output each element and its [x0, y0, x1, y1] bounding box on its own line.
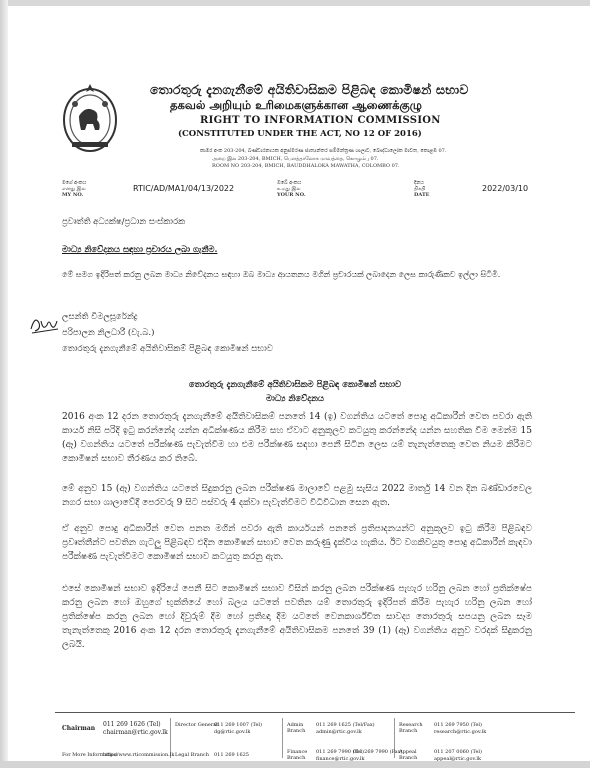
- footer-appeal-label: Appeal Branch: [399, 749, 418, 761]
- address-sinhala: කාමර අංක 203-204, බණ්ඩාරනායක අනුස්මරණ ජාත්‍යන්තර සම්මන්ත්‍රණ ශාලාව, බෞද්ධාලෝක මාවත, කොළඹ 07.: [200, 148, 447, 154]
- request-paragraph: මේ සමග ඉදිරිපත් කරනු ලබන මාධ්‍ය නිවේදනය සඳහා ඔබ මාධ්‍ය ආයතනය මගින් ප්‍රචාරයක් ලබාදෙන ලෙස කාරුණිකව ඉල්ලා සිටිමි.: [62, 270, 501, 279]
- date-label: [414, 180, 429, 198]
- addressee: ප්‍රවෘත්ති අධ්‍යක්ෂ/ප්‍රධාන සංස්කාරක: [62, 217, 186, 227]
- footer-separator: [282, 718, 283, 758]
- footer-director-tel: 011 269 1007 (Tel): [214, 722, 262, 728]
- footer-research-label: Research Branch: [399, 722, 423, 734]
- letter-date: 2022/03/10: [482, 184, 529, 193]
- footer-appeal-email: appeal@rtic.gov.lk: [434, 756, 481, 762]
- scan-edge-top: [0, 0, 590, 6]
- my-no-label-si: මගේ අංකය: [62, 180, 87, 186]
- footer-chairman-tel: 011 269 1626 (Tel): [103, 721, 161, 728]
- emblem-icon: [57, 76, 123, 158]
- footer-chairman-label: Chairman: [62, 725, 96, 732]
- footer-info-label: For More Information: [62, 752, 118, 758]
- release-paragraph-4: එසේ කොමිෂන් සභාව ඉදිරියේ පෙනී සිට කොමිෂන් සභාව විසින් කරනු ලබන පරීක්ෂණ පැහැර හරිනු ලබන හෝ ප්‍රතික්ෂේප කරනු ලබන හෝ ඔහුගේ භුක්තියේ හෝ බලය යටතේ පවතින යම් තොරතුරු ඉදිරිපත් කිරීම පැහැර හරිනු ලබන හෝ ප්‍රතික්ෂේප කරනු ලබන හෝ දිවුරුම් දීම හෝ ප්‍රතිඥා දීම යටතේ වෙනකාර්ශ්චිත සාවද්‍ය තොරතුරු සපයනු ලබන සෑම තැනැත්තෙකු 2016 අංක 12 දරන තොරතුරු දැනගැනීමේ අයිතිවාසිකම පනතේ 39 (1) (ඈ) වගන්තිය අනුව වරදක් සිදුකරනු ලබයි.: [62, 584, 532, 650]
- footer-divider: [55, 712, 575, 713]
- footer-admin-email: admin@rtic.gov.lk: [316, 729, 362, 735]
- footer-research-tel: 011 269 7950 (Tel): [434, 722, 482, 728]
- my-no-label-en: MY NO.: [62, 192, 84, 198]
- footer-director-label: Director General: [175, 722, 218, 728]
- address-tamil: அறை இல 203-204, BMICH, பௌத்தாலோக மாவத்தை, கொழும்பு 07.: [212, 156, 379, 162]
- date-label-ta: திகதி: [414, 186, 426, 192]
- footer-legal-tel: 011 269 1625: [214, 752, 249, 758]
- release-subheading: මාධ්‍ය නිවේදනය: [266, 394, 324, 404]
- footer-finance-fax: 011 269 7990 (Fax): [353, 749, 403, 755]
- footer-director-email: dg@rtic.gov.lk: [214, 729, 251, 735]
- release-heading: තොරතුරු දැනගැනීමේ අයිතිවාසිකම පිළිබඳ කොමිෂන් සභාව: [188, 380, 402, 390]
- footer-finance-label: Finance Branch: [287, 749, 308, 761]
- footer-admin-tel: 011 269 1625 (Tel/Fax): [316, 722, 375, 728]
- release-paragraph-3: ඒ අනුව පොදු අධිකාරීන් වෙත පනත මගින් පවරා ඇති කාර්යයන් පනතේ ප්‍රතිපාදනයන්ට අනුකූලව ඉටු කිරීම පිළිබඳව ප්‍රවෘත්තීන්ට පවතින ගැටලු පිළිබඳව එදින කොමිෂන් සභාව වෙත කරුණු දැක්විය හැකිය. ඊට වගකිවයුතු පොදු අධිකාරීන් කැඳවා පරීක්ෂණ පැවැත්වීමට කොමිෂන් සභාව කටයුතු කරනු ඇත.: [62, 524, 532, 562]
- date-label-en: DATE: [414, 192, 430, 198]
- scan-edge-bottom: [0, 761, 590, 768]
- signature-icon: [28, 309, 64, 337]
- my-no-label-ta: எனது இல: [62, 186, 86, 192]
- footer-website-link[interactable]: http://www.rticommission.lk: [103, 752, 175, 758]
- org-name-english: RIGHT TO INFORMATION COMMISSION: [200, 115, 441, 126]
- your-no-label: [277, 180, 306, 198]
- footer-finance-tel: 011 269 7990 (Tel): [316, 749, 364, 755]
- your-no-label-en: YOUR NO.: [277, 192, 306, 198]
- your-no-label-ta: உமது இல: [277, 186, 301, 192]
- signatory-organization: තොරතුරු දැනගැනීමේ අයිතිවාසිකම් පිළිබඳ කොමිෂන් සභාව: [62, 344, 273, 354]
- footer-chairman-email: chairman@rtic.gov.lk: [103, 729, 168, 736]
- date-label-si: දිනය: [414, 180, 424, 186]
- footer-finance-email: finance@rtic.gov.lk: [316, 756, 365, 762]
- footer-appeal-tel: 011 207 0060 (Tel): [434, 749, 482, 755]
- signatory-title: පරිපාලන නිලධාරී (වැ.බ.): [62, 328, 155, 338]
- footer-research-email: research@rtic.gov.lk: [434, 729, 487, 735]
- release-paragraph-1: 2016 අංක 12 දරන තොරතුරු දැනගැනීමේ අයිතිවාසිකම් පනතේ 14 (ඉ) වගන්තිය යටතේ පොදු අධිකාරීන් වෙත පවරා ඇති කාර්ය නිසි පරිදි ඉටු කරන්නේද යන්න අධීක්ෂණය කිරීම සහ ඒවාට අනුකූලව කටයුතු කරන්නේද යන්න සහතික වීම මෙන්ම 15 (ඈ) වගන්තිය යටතේ පරීක්ෂණ පැවැත්වීම හා එම පරීක්ෂණ සඳහා පෙනී සිටින ලෙස යම් තැනැත්තෙකු වෙත නියම කිරීමට කොමිෂන් සභාව තීරණය කර තිබේ.: [62, 412, 532, 464]
- signatory-name: ලසන්ති විමලසූරේන්ද්‍ර: [62, 312, 138, 322]
- footer-admin-label: Admin Branch: [287, 722, 306, 734]
- your-no-label-si: ඔබේ අංකය: [277, 180, 302, 186]
- constitution-note: (CONSTITUTED UNDER THE ACT, NO 12 OF 2016): [178, 129, 422, 139]
- footer-legal-label: Legal Branch: [175, 752, 209, 758]
- my-reference-number: RTIC/AD/MA1/04/13/2022: [133, 184, 235, 193]
- release-paragraph-2: මේ අනුව 15 (ඈ) වගන්තිය යටතේ සිදුකරනු ලබන පරීක්ෂණ මාලාවේ පළමු සැසිය 2022 මාර්තු 14 වන දින බණ්ඩාරවෙල නගර සභා ශාලාවේදී පෙරවරු 9 සිට පස්වරු 4 දක්වා පැවැත්වීමට විධිවිධාන සෙන ඇත.: [62, 484, 532, 508]
- org-name-tamil: தகவல் அறியும் உரிமைகளுக்கான ஆணைக்குழு: [170, 98, 422, 112]
- subject-line: මාධ්‍ය නිවේදනය සඳහා ප්‍රචාරය ලබා ගැනීම.: [62, 245, 218, 255]
- org-name-sinhala: තොරතුරු දැනගැනීමේ අයිතිවාසිකම පිළිබඳ කොමිෂන් සභාව: [150, 82, 469, 97]
- my-no-label: [62, 180, 86, 198]
- address-english: ROOM NO 203-204, BMICH, BAUDDHALOKA MAWATHA, COLOMBO 07.: [212, 163, 400, 169]
